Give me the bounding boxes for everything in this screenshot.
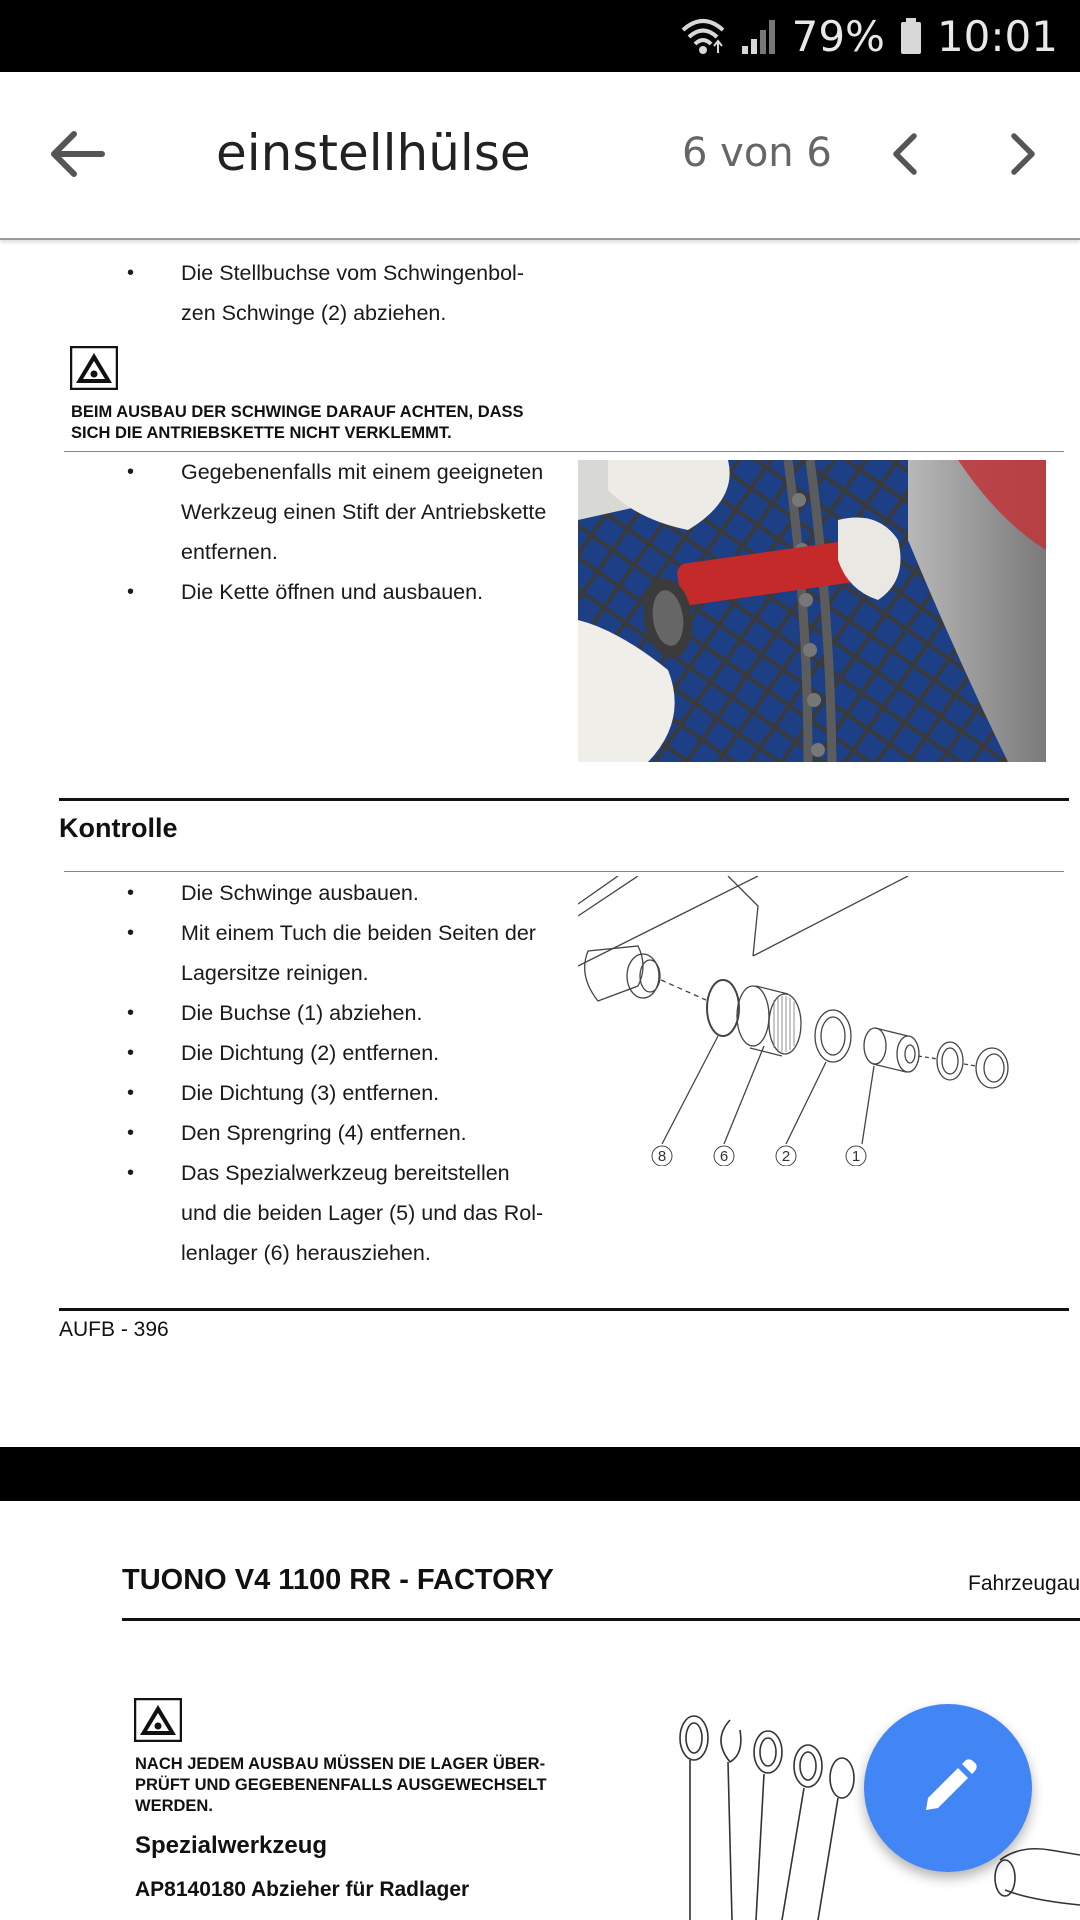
list-item-continuation: lenlager (6) herausziehen. (181, 1241, 431, 1265)
section-divider (59, 798, 1069, 801)
list-item-continuation: entfernen. (181, 540, 278, 564)
footer-divider (59, 1308, 1069, 1311)
battery-icon (899, 16, 923, 56)
list-item: • Die Buchse (1) abziehen. (127, 1001, 423, 1025)
bearing-exploded-diagram (578, 876, 1018, 1166)
signal-icon (740, 16, 778, 56)
page-number: AUFB - 396 (59, 1318, 169, 1341)
list-item-continuation: und die beiden Lager (5) und das Rol- (181, 1201, 544, 1225)
page-header-section: Fahrzeugau (968, 1572, 1080, 1595)
next-match-button[interactable] (994, 126, 1050, 182)
header-divider (122, 1618, 1080, 1621)
list-item: • Mit einem Tuch die beiden Seiten der (127, 921, 536, 945)
diagram-label-6: 6 (719, 1148, 729, 1165)
chain-tool-photo (578, 460, 1046, 762)
diagram-label-1: 1 (851, 1148, 861, 1165)
arrow-left-icon (46, 122, 110, 186)
chevron-right-icon (994, 126, 1050, 182)
list-item-continuation: Werkzeug einen Stift der Antriebskette (181, 500, 547, 524)
match-count: 6 von 6 (682, 130, 832, 176)
list-item-continuation: Lagersitze reinigen. (181, 961, 369, 985)
find-in-document-bar (0, 72, 1080, 240)
previous-match-button[interactable] (878, 126, 934, 182)
battery-percent: 79% (791, 11, 885, 61)
warning-icon (134, 1698, 182, 1742)
page-separator (0, 1447, 1080, 1501)
back-button[interactable] (46, 122, 110, 186)
list-item: • Die Dichtung (3) entfernen. (127, 1081, 440, 1105)
wifi-icon (680, 16, 726, 56)
page-header-title: TUONO V4 1100 RR - FACTORY (122, 1564, 554, 1596)
status-bar (0, 0, 1080, 72)
list-item: • Die Kette öffnen und ausbauen. (127, 580, 484, 604)
search-term[interactable]: einstellhülse (216, 124, 531, 182)
list-item: • Die Schwinge ausbauen. (127, 881, 419, 905)
chevron-left-icon (878, 126, 934, 182)
list-item: • Den Sprengring (4) entfernen. (127, 1121, 467, 1145)
list-item: • Die Dichtung (2) entfernen. (127, 1041, 440, 1065)
pencil-icon (916, 1756, 980, 1820)
list-item: • Das Spezialwerkzeug bereitstellen (127, 1161, 510, 1185)
warning-icon (70, 346, 118, 390)
list-item: • Die Stellbuchse vom Schwingenbol- (127, 261, 524, 285)
list-item-continuation: zen Schwinge (2) abziehen. (181, 301, 447, 325)
special-tool-heading: Spezialwerkzeug (135, 1832, 328, 1859)
section-title: Kontrolle (59, 813, 178, 843)
list-item: • Gegebenenfalls mit einem geeigneten (127, 460, 544, 484)
warning-text: NACH JEDEM AUSBAU MÜSSEN DIE LAGER ÜBER- PRÜFT UND GEGEBENENFALLS AUSGEWECHSELT WERDEN. (135, 1755, 547, 1815)
warning-text: BEIM AUSBAU DER SCHWINGE DARAUF ACHTEN, DASS SICH DIE ANTRIEBSKETTE NICHT VERKLEMMT. (71, 403, 524, 442)
diagram-label-8: 8 (657, 1148, 667, 1165)
special-tool-name: AP8140180 Abzieher für Radlager (135, 1878, 470, 1901)
edit-fab-button[interactable] (864, 1704, 1032, 1872)
clock: 10:01 (936, 11, 1058, 61)
diagram-label-2: 2 (781, 1148, 791, 1165)
divider (64, 871, 1064, 872)
